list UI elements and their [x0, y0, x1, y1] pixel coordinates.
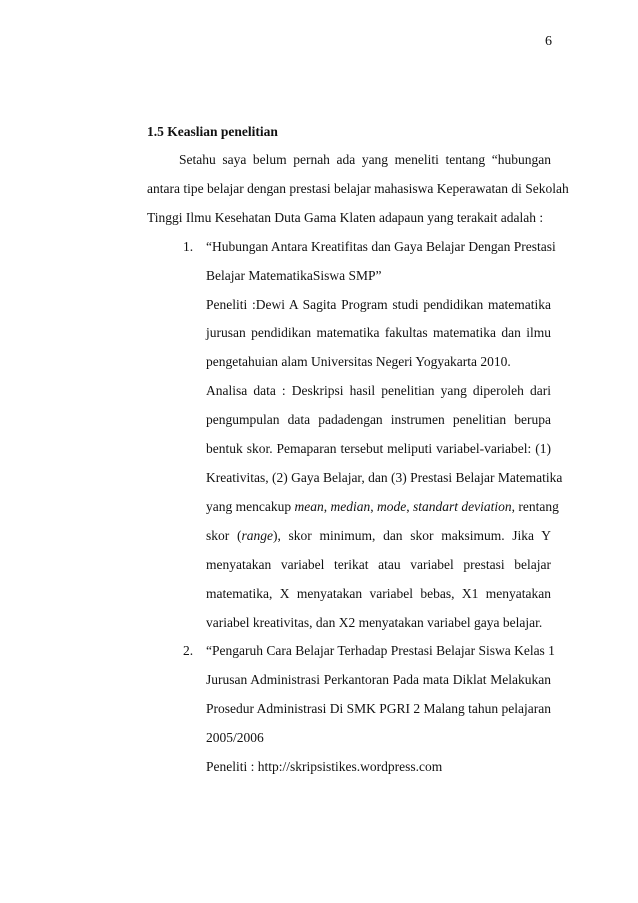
list-item-line: bentuk skor. Pemaparan tersebut meliputi variabel-variabel: (1)	[206, 441, 551, 457]
intro-paragraph	[147, 146, 569, 233]
paragraph-line: Tinggi Ilmu Kesehatan Duta Gama Klaten adapaun yang terakait adalah :	[147, 209, 544, 225]
list-item-line: matematika, X menyatakan variabel bebas, X1 menyatakan	[206, 585, 551, 601]
list-item-number: 1.	[183, 238, 194, 254]
italic-term: mean	[294, 498, 324, 514]
section-heading: 1.5 Keaslian penelitian	[147, 124, 278, 139]
page-content	[147, 118, 569, 782]
list-item-line: menyatakan variabel terikat atau variabel prestasi belajar	[206, 556, 551, 572]
list-item-line	[206, 522, 551, 551]
text-run: , rentang	[511, 498, 559, 514]
list-item-line: Analisa data : Deskripsi hasil penelitian yang diperoleh dari	[206, 383, 551, 399]
italic-term: median	[330, 498, 371, 514]
reference-list	[147, 233, 563, 782]
text-run: skor (	[206, 527, 242, 543]
italic-term: range	[241, 527, 273, 543]
list-item-line: variabel kreativitas, dan X2 menyatakan variabel gaya belajar.	[206, 614, 543, 630]
text-run: ), skor minimum, dan skor maksimum. Jika Y	[272, 527, 551, 543]
page-number: 6	[545, 34, 552, 49]
list-item-number: 2.	[183, 643, 194, 659]
text-run: ,	[323, 498, 331, 514]
list-item-line: Peneliti :Dewi A Sagita Program studi pendidikan matematika	[206, 296, 551, 312]
list-item-line: “Pengaruh Cara Belajar Terhadap Prestasi Belajar Siswa Kelas 1	[206, 643, 555, 659]
text-run: ,	[370, 498, 377, 514]
text-run: ,	[406, 498, 413, 514]
list-item-line	[206, 493, 559, 522]
list-item	[147, 233, 563, 638]
paragraph-line: antara tipe belajar dengan prestasi belajar mahasiswa Keperawatan di Sekolah	[147, 180, 569, 196]
list-item-line: “Hubungan Antara Kreatifitas dan Gaya Belajar Dengan Prestasi	[206, 238, 556, 254]
list-item-line: pengetahuian alam Universitas Negeri Yogyakarta 2010.	[206, 354, 511, 370]
text-run: yang mencakup	[206, 498, 295, 514]
list-item-line: jurusan pendidikan matematika fakultas matematika dan ilmu	[206, 325, 551, 341]
list-item-line: Peneliti : http://skripsistikes.wordpress.com	[206, 759, 443, 775]
list-item-line: pengumpulan data padadengan instrumen penelitian berupa	[206, 412, 551, 428]
italic-term: standart deviation	[412, 498, 512, 514]
list-item-line: Kreativitas, (2) Gaya Belajar, dan (3) Prestasi Belajar Matematika	[206, 469, 563, 485]
list-item	[147, 637, 555, 782]
list-item-line: 2005/2006	[206, 730, 264, 746]
list-item-line: Belajar MatematikaSiswa SMP”	[206, 267, 382, 283]
list-item-line: Jurusan Administrasi Perkantoran Pada mata Diklat Melakukan	[206, 672, 551, 688]
paragraph-line: Setahu saya belum pernah ada yang meneliti tentang “hubungan	[179, 152, 551, 167]
list-item-line: Prosedur Administrasi Di SMK PGRI 2 Malang tahun pelajaran	[206, 701, 551, 717]
italic-term: mode	[376, 498, 407, 514]
